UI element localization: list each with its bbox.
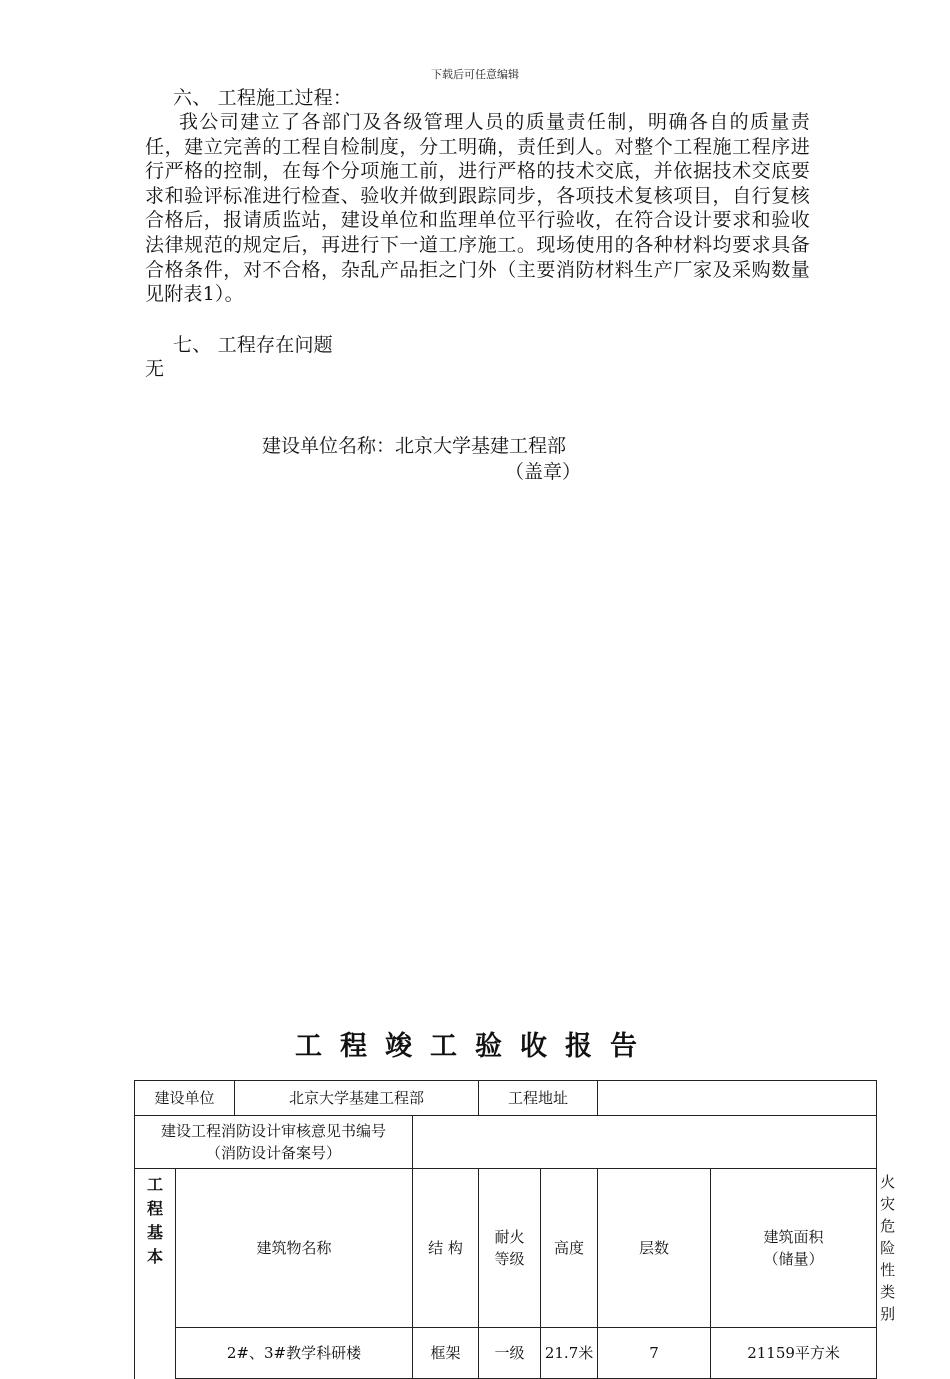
section-6-paragraph: 我公司建立了各部门及各级管理人员的质量责任制，明确各自的质量责任，建立完善的工程自检制度，分工明确，责任到人。对整个工程施工程序进行严格的控制，在每个分项施工前，进行严格的技术交底，并依据技术交底要求和验评标准进行检查、验收并做到跟踪同步，各项技术复核项目，自行复核合格后，报请质监站，建设单位和监理单位平行验收，在符合设计要求和验收法律规范的规定后，再进行下一道工序施工。现场使用的各种材料均要求具备合格条件，对不合格，杂乱产品拒之门外（主要消防材料生产厂家及采购数量见附表1）。: [145, 111, 810, 306]
project-info-table: [134, 1080, 896, 1379]
cell-structure: 框架: [413, 1328, 479, 1379]
value-approval-number: [413, 1116, 877, 1169]
cell-floors: 7: [598, 1328, 711, 1379]
value-project-address: [598, 1081, 877, 1116]
table-header-row: 工 程 基 本 建筑物名称 结 构 耐火 等级 高度 层数 建筑面积 （储量） 火灾危险性类别: [135, 1169, 877, 1328]
cell-building-name: 2#、3#教学科研楼: [176, 1328, 413, 1379]
col-header-floors: 层数: [598, 1169, 711, 1328]
section-7-content: 无: [145, 358, 165, 380]
label-project-address: 工程地址: [479, 1081, 598, 1116]
section-6-heading: 六、 工程施工过程：: [173, 87, 353, 109]
col-header-structure: 结 构: [413, 1169, 479, 1328]
header-note: 下载后可任意编辑: [431, 68, 519, 81]
section-7-heading: 七、 工程存在问题: [173, 334, 333, 356]
signature-seal: （盖章）: [505, 461, 582, 483]
signature-org-line: 建设单位名称：北京大学基建工程部: [262, 435, 567, 457]
value-construction-unit: 北京大学基建工程部: [235, 1081, 479, 1116]
report-title: 工程竣工验收报告: [295, 1031, 655, 1062]
cell-height: 21.7米: [541, 1328, 598, 1379]
cell-fire-rating: 一级: [479, 1328, 541, 1379]
label-approval-line1: 建设工程消防设计审核意见书编号: [161, 1122, 387, 1140]
table-row: [135, 1328, 877, 1379]
table-row-unit: [135, 1081, 877, 1116]
cell-area: 21159平方米: [711, 1328, 877, 1379]
side-label-project-basic: 工 程 基 本: [135, 1169, 176, 1379]
col-header-height: 高度: [541, 1169, 598, 1328]
label-construction-unit: 建设单位: [135, 1081, 235, 1116]
col-header-fire-rating: 耐火 等级: [479, 1169, 541, 1328]
label-approval-line2: （消防设计备案号）: [206, 1144, 342, 1162]
table-row-approval: [135, 1116, 877, 1169]
label-approval-number: [135, 1116, 413, 1169]
col-header-building-name: 建筑物名称: [176, 1169, 413, 1328]
col-header-area: 建筑面积 （储量）: [711, 1169, 877, 1328]
